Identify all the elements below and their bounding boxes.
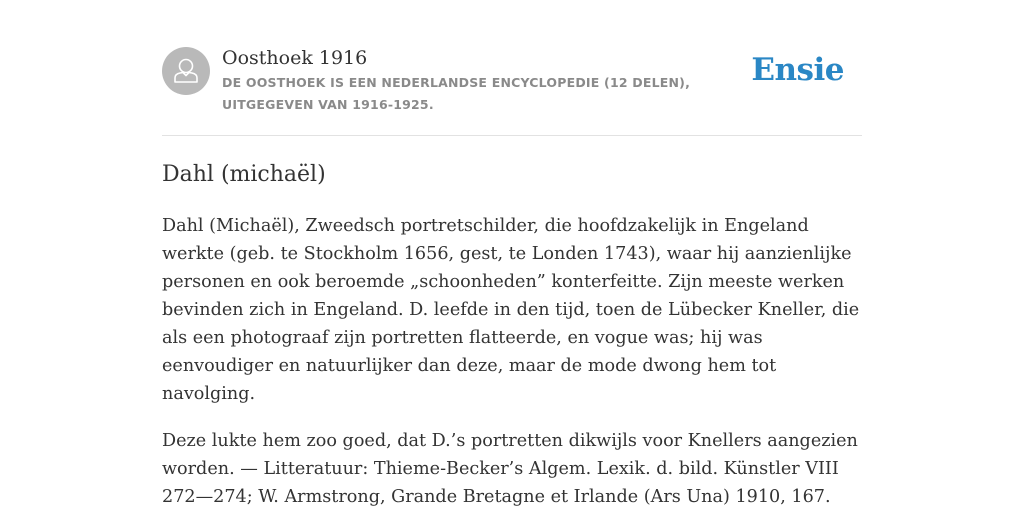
- divider: [162, 135, 862, 136]
- ensie-logo[interactable]: Ensie: [751, 52, 844, 88]
- user-icon: [162, 47, 210, 95]
- entry-paragraph: Dahl (Michaël), Zweedsch portretschilder, die hoofdzakelijk in Engeland werkte (geb. te Stockholm 1656, gest, te Londen 1743), waar hij aanzienlijke personen en ook beroemde „schoonheden” konterfeitte. Zijn meeste werken bevinden zich in Engeland. D. leefde in den tijd, toen de Lübecker Kneller, die als een photograaf zijn portretten flatteerde, en vogue was; hij was eenvoudiger en natuurlijker dan deze, maar de mode dwong hem tot navolging.: [162, 216, 860, 404]
- source-description: DE OOSTHOEK IS EEN NEDERLANDSE ENCYCLOPEDIE (12 DELEN), UITGEGEVEN VAN 1916-1925.: [222, 75, 691, 112]
- page: [162, 0, 862, 512]
- source-header: [162, 44, 862, 136]
- page-title: Dahl (michaël): [162, 162, 326, 187]
- entry-paragraph: Deze lukte hem zoo goed, dat D.’s portretten dikwijls voor Knellers aangezien worden. — Litteratuur: Thieme-Becker’s Algem. Lexik. d. bild. Künstler VIII 272—274; W. Armstrong, Grande Bretagne et Irlande (Ars Una) 1910, 167.: [162, 431, 858, 507]
- source-title[interactable]: Oosthoek 1916: [222, 47, 368, 69]
- avatar[interactable]: [162, 47, 210, 95]
- entry-body: [162, 212, 862, 530]
